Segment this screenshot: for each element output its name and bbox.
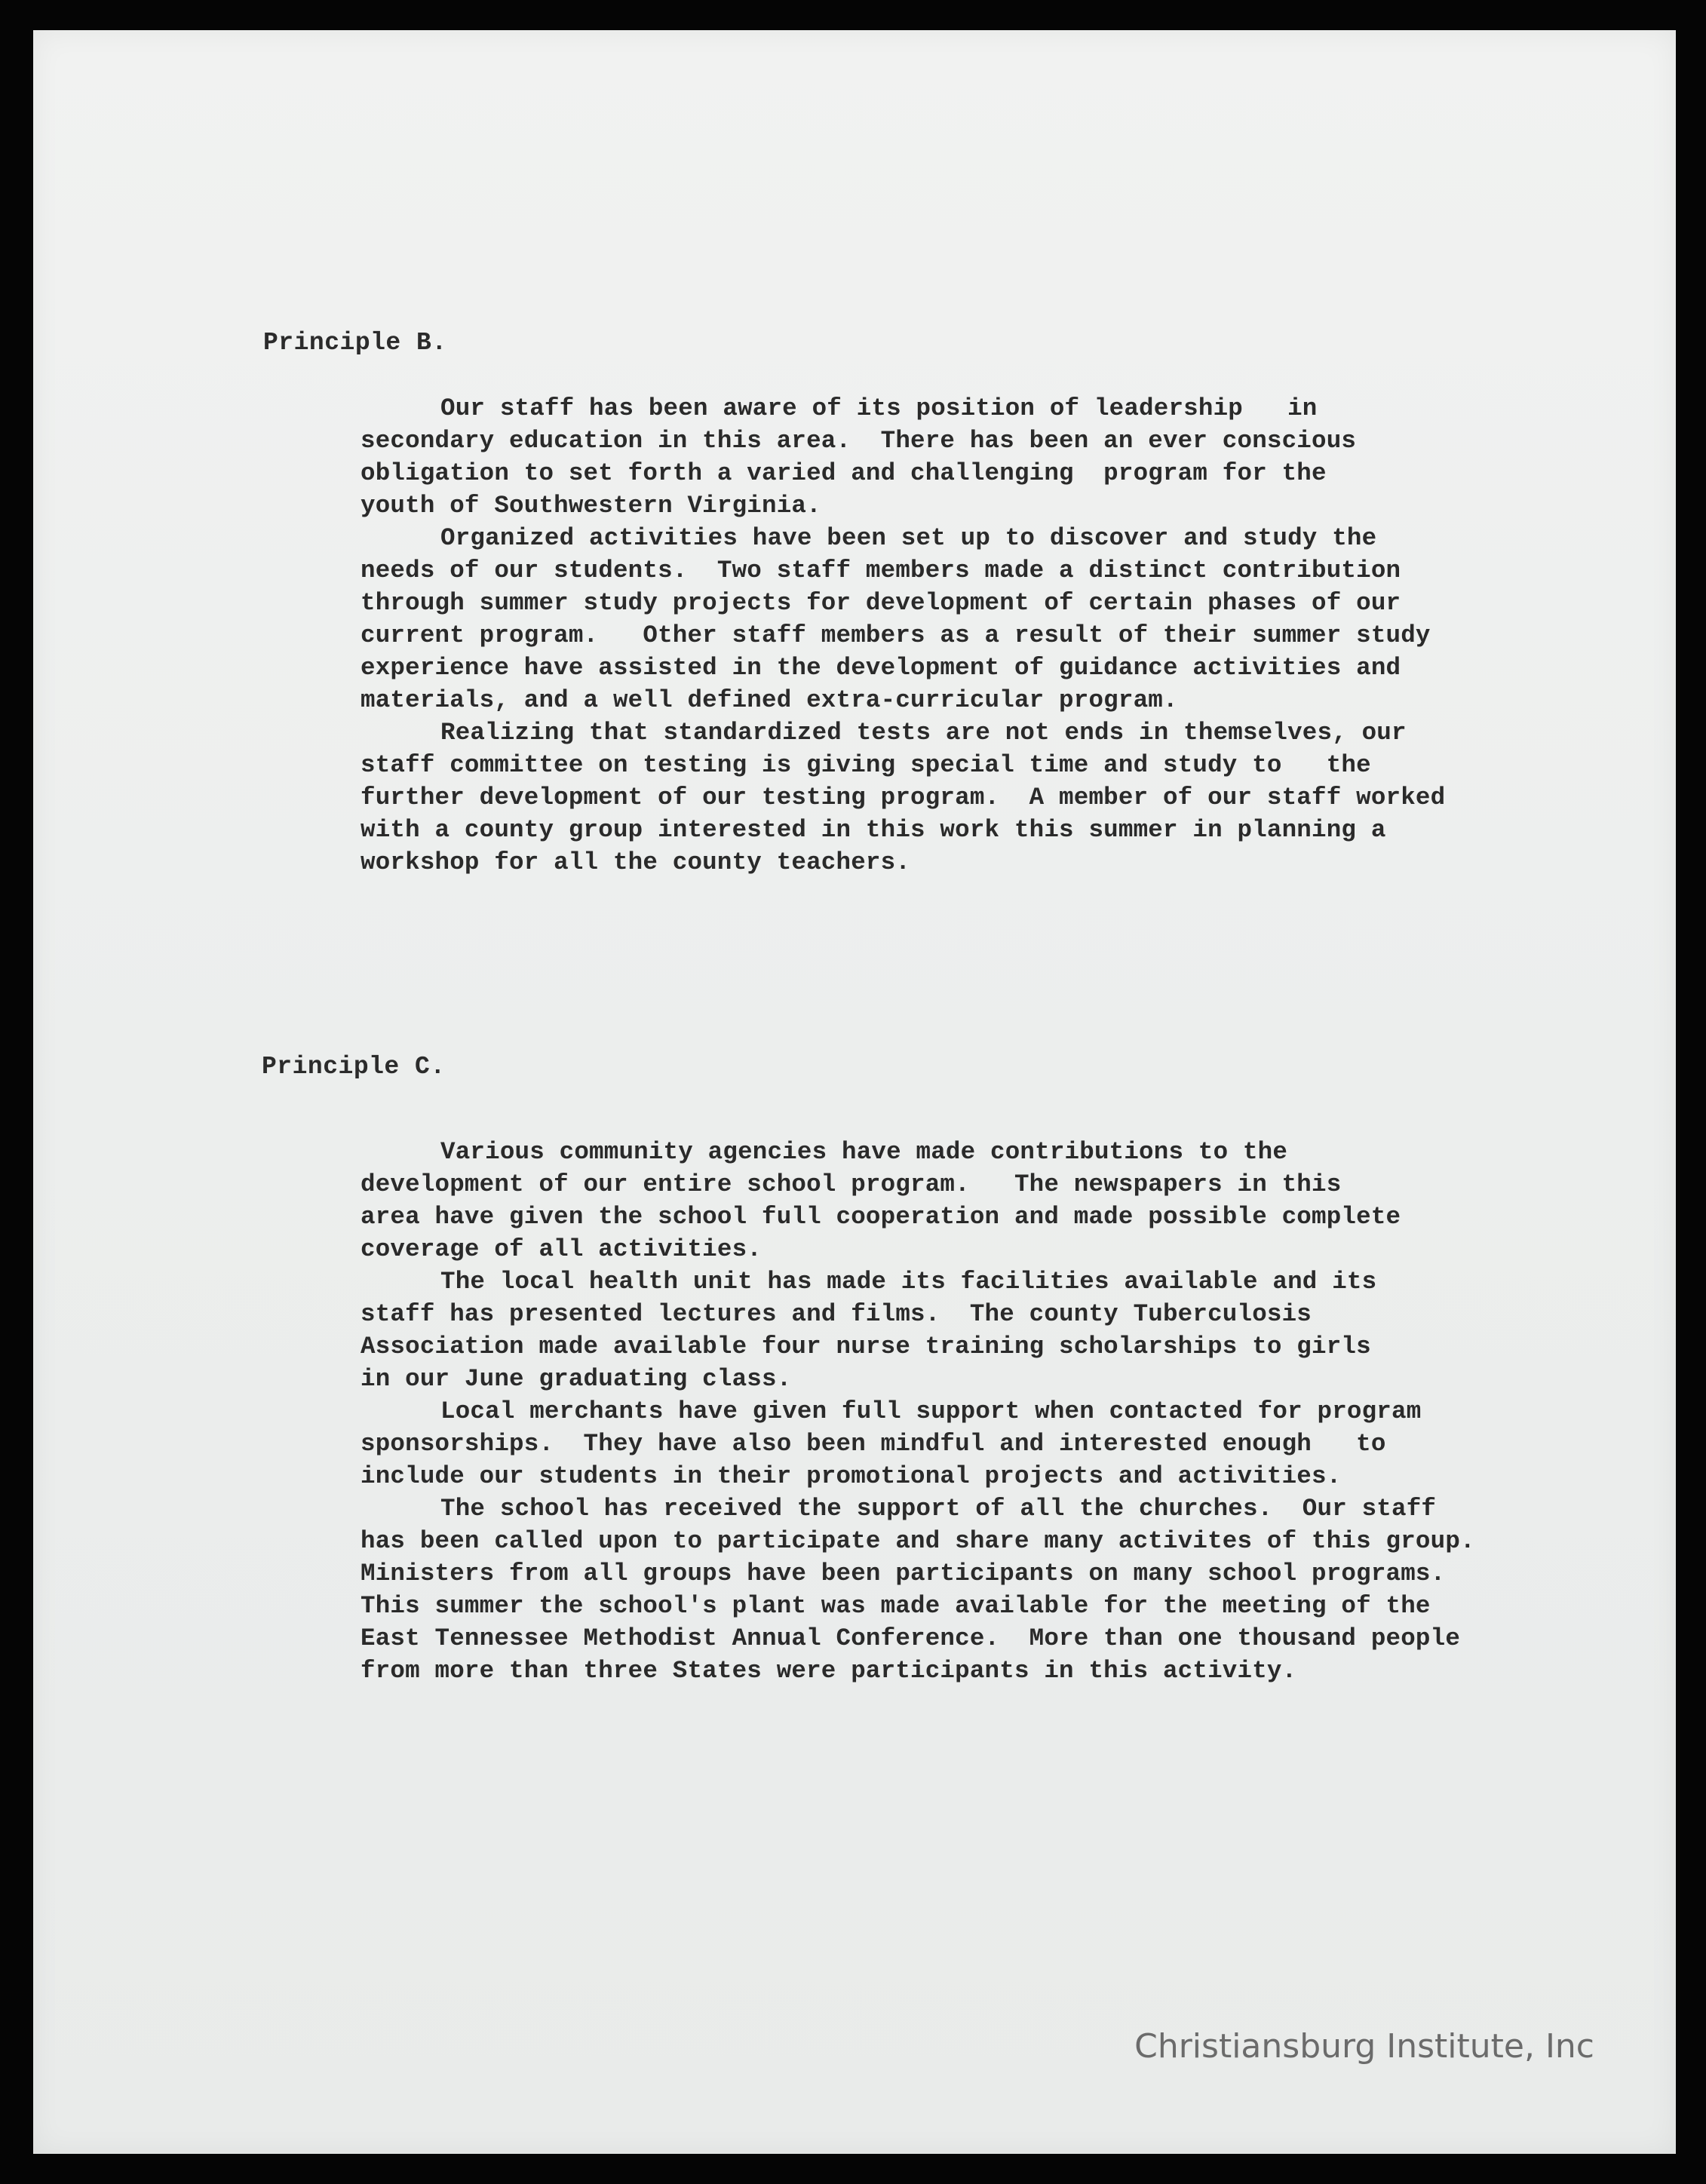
principle-b-line: Realizing that standardized tests are not ends in themselves, our [440,719,1407,747]
principle-c-line: sponsorships. They have also been mindful and interested enough to [361,1430,1386,1458]
principle-c-line: The school has received the support of all the churches. Our staff [440,1495,1437,1523]
principle-c-line: in our June graduating class. [361,1365,792,1393]
principle-c-line: Ministers from all groups have been participants on many school programs. [361,1560,1446,1587]
principle-b-line: Organized activities have been set up to discover and study the [440,524,1377,552]
typed-page [33,30,1676,2154]
principle-b-line: workshop for all the county teachers. [361,848,911,876]
principle-b-line: youth of Southwestern Virginia. [361,492,821,520]
principle-c-heading: Principle C. [262,1053,446,1081]
principle-c-line: development of our entire school program. The newspapers in this [361,1170,1342,1198]
principle-b-line: Our staff has been aware of its position of leadership in [440,394,1318,422]
principle-c-line: Local merchants have given full support when contacted for program [440,1397,1422,1425]
archive-watermark: Christiansburg Institute, Inc [1134,2027,1594,2066]
principle-b-line: experience have assisted in the development of guidance activities and [361,654,1401,682]
principle-b-line: needs of our students. Two staff members made a distinct contribution [361,557,1401,584]
principle-c-line: East Tennessee Methodist Annual Conference. More than one thousand people [361,1624,1461,1652]
principle-b-line: obligation to set forth a varied and challenging program for the [361,459,1327,487]
principle-c-line: staff has presented lectures and films. The county Tuberculosis [361,1300,1312,1328]
principle-c-line: The local health unit has made its facilities available and its [440,1268,1377,1296]
show-through-letterhead [516,1689,1542,1976]
principle-b-line: further development of our testing program. A member of our staff worked [361,784,1446,811]
principle-c-line: Various community agencies have made contributions to the [440,1138,1288,1166]
principle-c-line: This summer the school's plant was made available for the meeting of the [361,1592,1431,1620]
principle-c-line: coverage of all activities. [361,1235,762,1263]
principle-b-heading: Principle B. [263,329,447,357]
principle-b-line: secondary education in this area. There has been an ever conscious [361,427,1357,455]
principle-c-line: has been called upon to participate and share many activites of this group. [361,1527,1475,1555]
principle-c-line: Association made available four nurse training scholarships to girls [361,1333,1371,1360]
principle-b-line: current program. Other staff members as a result of their summer study [361,621,1431,649]
principle-b-line: through summer study projects for development of certain phases of our [361,589,1401,617]
principle-c-line: from more than three States were participants in this activity. [361,1657,1297,1685]
principle-b-line: materials, and a well defined extra-curricular program. [361,686,1178,714]
principle-c-line: include our students in their promotional projects and activities. [361,1462,1342,1490]
principle-c-line: area have given the school full cooperation and made possible complete [361,1203,1401,1231]
principle-b-line: staff committee on testing is giving special time and study to the [361,751,1371,779]
principle-b-line: with a county group interested in this work this summer in planning a [361,816,1386,844]
